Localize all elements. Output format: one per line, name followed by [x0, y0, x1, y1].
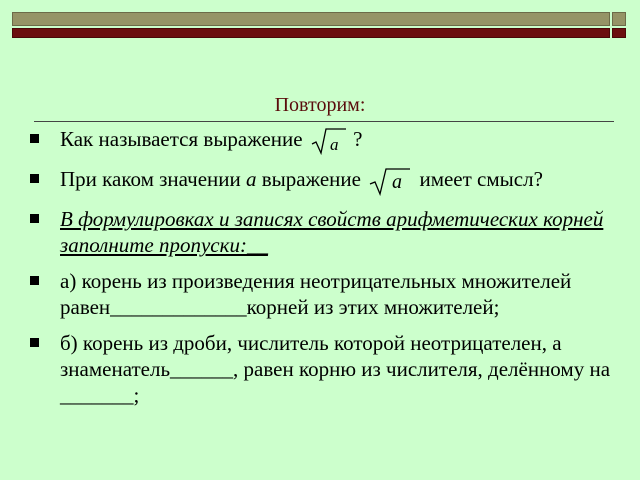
- maroon-bar-end: [612, 28, 626, 38]
- q1-text: Как называется выражение: [60, 127, 303, 151]
- list-item-q2: [30, 166, 630, 196]
- list-item-b: [30, 330, 630, 408]
- title-divider: [34, 121, 614, 122]
- slide-title: Повторим:: [274, 94, 366, 116]
- list-item-instruction: [30, 206, 630, 258]
- square-bullet-icon: [30, 214, 39, 223]
- decorative-top-bars: [12, 12, 628, 38]
- q2-variable: а: [246, 167, 257, 192]
- sqrt-a-icon: [308, 126, 348, 156]
- q2-part-b: выражение: [261, 167, 361, 192]
- sqrt-a-var: a: [329, 135, 339, 155]
- q1-end: ?: [353, 127, 363, 151]
- maroon-bar: [12, 28, 610, 38]
- square-bullet-icon: [30, 276, 39, 285]
- olive-bar-end: [612, 12, 626, 26]
- olive-bar: [12, 12, 610, 26]
- item-a-text: а) корень из произведения неотрицательных множителей равен_____________корней из этих множителей;: [60, 269, 572, 320]
- sqrt-a-icon: [366, 166, 414, 196]
- square-bullet-icon: [30, 174, 39, 183]
- bullet-list: [30, 126, 630, 418]
- square-bullet-icon: [30, 338, 39, 347]
- square-bullet-icon: [30, 134, 39, 143]
- sqrt-a-var-2: a: [392, 171, 403, 194]
- instruction-text: В формулировках и записях свойств арифметических корней заполните пропуски:__: [60, 207, 604, 258]
- item-b-text: б) корень из дроби, числитель которой неотрицателен, а знаменатель______, равен корню из числителя, делённому на _______;: [60, 331, 611, 408]
- list-item-a: [30, 268, 630, 320]
- list-item-q1: [30, 126, 630, 156]
- q2-part-a: При каком значении: [60, 167, 241, 192]
- q2-end: имеет смысл?: [419, 167, 543, 192]
